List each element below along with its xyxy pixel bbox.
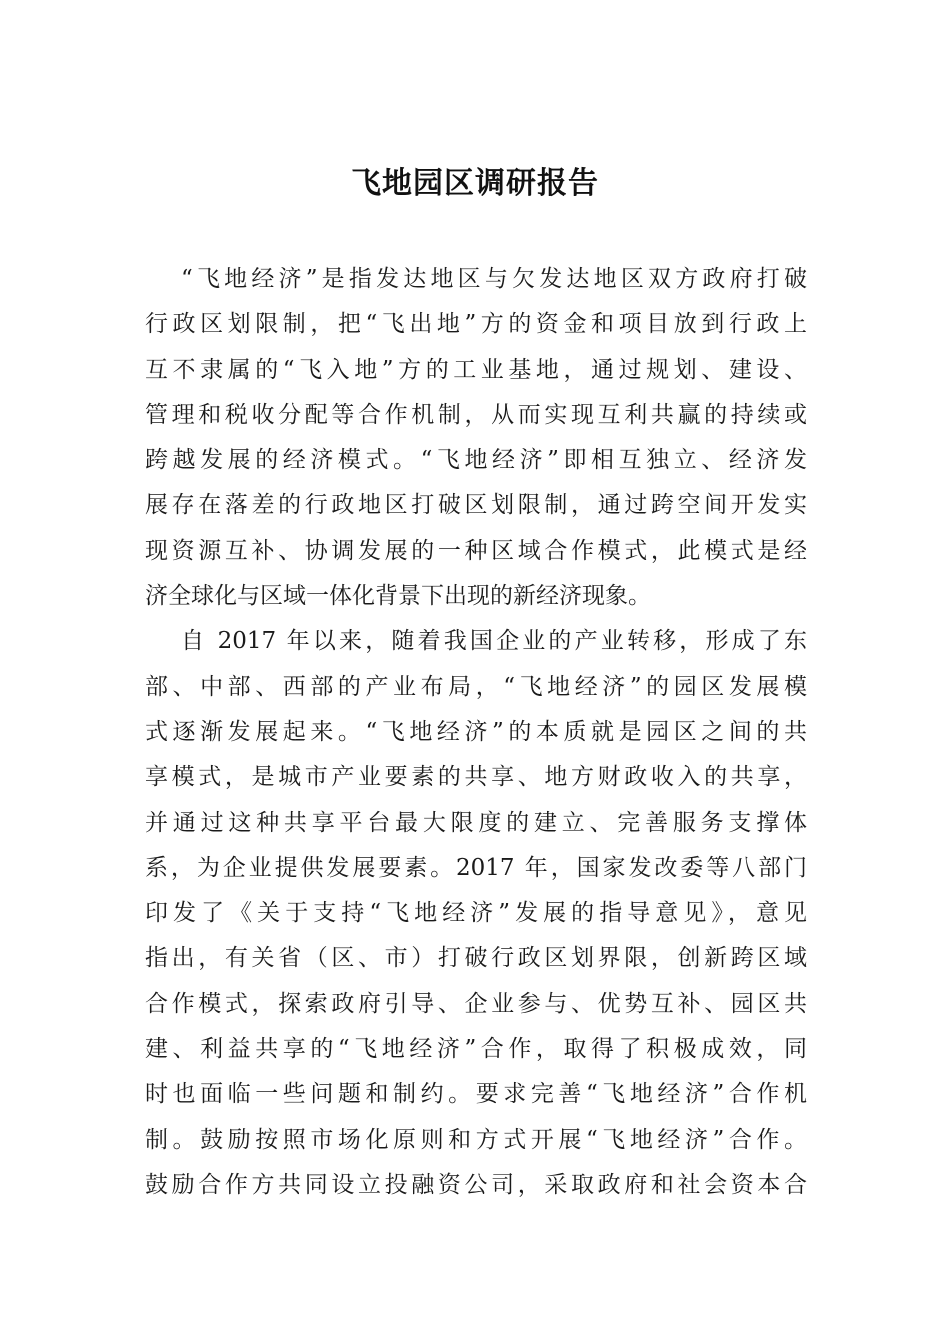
document-body [145,257,807,1208]
paragraph-line: 展存在落差的行政地区打破区划限制，通过跨空间开发实 [145,492,807,519]
paragraph-line: 式逐渐发展起来。“飞地经济”的本质就是园区之间的共 [145,718,807,745]
paragraph-line: 合作模式，探索政府引导、企业参与、优势互补、园区共 [145,990,807,1017]
paragraph-line: 自 2017 年以来，随着我国企业的产业转移，形成了东 [181,628,807,655]
paragraph-line: 管理和税收分配等合作机制，从而实现互利共赢的持续或 [145,401,807,428]
paragraph-line: 指出，有关省（区、市）打破行政区划界限，创新跨区域 [145,945,807,972]
paragraph-line: 跨越发展的经济模式。“飞地经济”即相互独立、经济发 [145,447,807,474]
paragraph-line: 建、利益共享的“飞地经济”合作，取得了积极成效，同 [145,1036,807,1063]
paragraph-line: 享模式，是城市产业要素的共享、地方财政收入的共享， [145,764,807,791]
paragraph-line: 济全球化与区域一体化背景下出现的新经济现象。 [145,583,651,610]
paragraph-line: “飞地经济”是指发达地区与欠发达地区双方政府打破 [181,266,807,292]
paragraph-line: 制。鼓励按照市场化原则和方式开展“飞地经济”合作。 [145,1126,807,1153]
paragraph-line: 印发了《关于支持“飞地经济”发展的指导意见》，意见 [145,900,807,927]
paragraph-line: 鼓励合作方共同设立投融资公司，采取政府和社会资本合 [145,1171,807,1198]
paragraph-line: 部、中部、西部的产业布局，“飞地经济”的园区发展模 [145,673,807,700]
paragraph-1 [145,257,807,619]
paragraph-line: 系，为企业提供发展要素。2017 年，国家发改委等八部门 [145,854,807,881]
paragraph-line: 行政区划限制，把“飞出地”方的资金和项目放到行政上 [145,311,807,338]
paragraph-2 [145,619,807,1208]
paragraph-line: 并通过这种共享平台最大限度的建立、完善服务支撑体 [145,809,807,836]
paragraph-line: 时也面临一些问题和制约。要求完善“飞地经济”合作机 [145,1081,807,1108]
document-title: 飞地园区调研报告 [351,166,599,201]
paragraph-line: 互不隶属的“飞入地”方的工业基地，通过规划、建设、 [145,356,807,383]
paragraph-line: 现资源互补、协调发展的一种区域合作模式，此模式是经 [145,537,807,564]
